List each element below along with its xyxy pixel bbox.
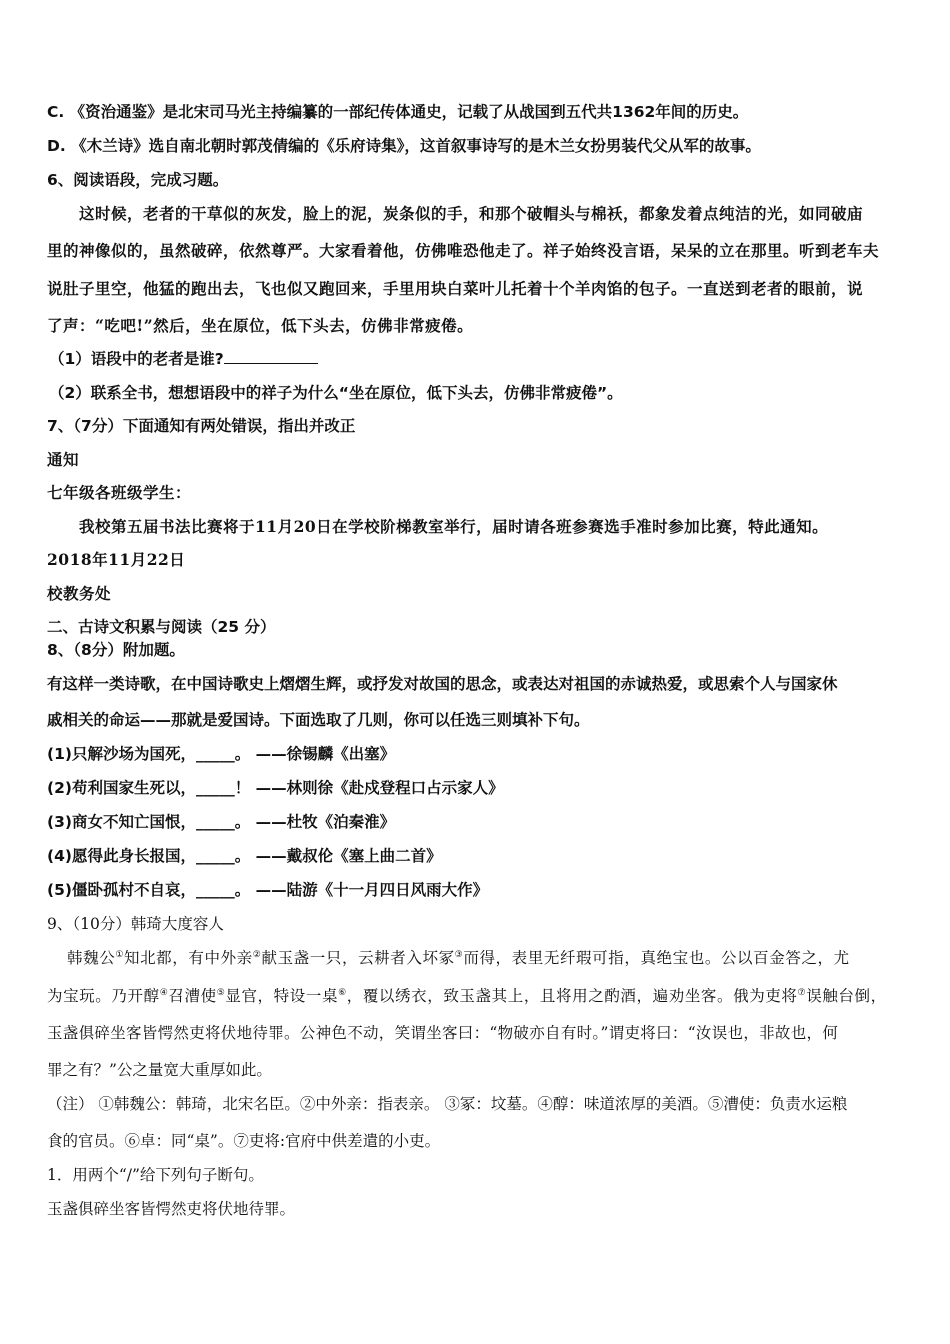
footnote-mark: ② xyxy=(252,949,262,960)
question-8-heading: 8、（8分）附加题。 xyxy=(47,641,185,659)
question-7-heading: 7、（7分）下面通知有两处错误，指出并改正 xyxy=(47,417,356,435)
classical-text-line-2 xyxy=(47,986,887,1006)
text-segment: 为宝玩。乃开醇 xyxy=(47,987,160,1005)
text-segment: 召漕使 xyxy=(168,987,217,1005)
passage-6-line-4: 了声：“吃吧!”然后，坐在原位，低下头去，仿佛非常疲倦。 xyxy=(47,316,474,335)
passage-6-line-2: 里的神像似的，虽然破碎，依然尊严。大家看着他，仿佛唯恐他走了。祥子始终没言语，呆呆的立在那里。听到老车夫 xyxy=(47,241,880,260)
text-segment: 误触台倒， xyxy=(806,987,887,1005)
text-segment: 显官，特设一桌 xyxy=(225,987,339,1005)
question-8-intro-2: 戚相关的命运——那就是爱国诗。下面选取了几则，你可以任选三则填补下句。 xyxy=(47,711,590,729)
poem-item-5: (5)僵卧孤村不自哀，_____。 ——陆游《十一月四日风雨大作》 xyxy=(47,881,489,899)
question-9-1-sentence: 玉盏俱碎坐客皆愕然吏将伏地待罪。 xyxy=(47,1200,296,1218)
classical-text-line-3: 玉盏俱碎坐客皆愕然吏将伏地待罪。公神色不动，笑谓坐客曰：“物破亦自有时。”谓吏将曰：“汝误也，非故也，何 xyxy=(47,1024,839,1042)
question-6-1 xyxy=(49,349,318,369)
option-c: C. 《资治通鉴》是北宋司马光主持编纂的一部纪传体通史，记载了从战国到五代共1362年间的历史。 xyxy=(47,103,749,121)
annotation-line-2: 食的官员。⑥卓：同“桌”。⑦吏将:官府中供差遣的小吏。 xyxy=(47,1132,441,1150)
text-segment: 韩魏公 xyxy=(67,949,116,967)
poem-item-1: (1)只解沙场为国死，_____。 ——徐锡麟《出塞》 xyxy=(47,745,396,763)
text-segment: 知北都，有中外亲 xyxy=(123,949,253,967)
footnote-mark: ⑥ xyxy=(338,987,347,998)
question-6-2: （2）联系全书，想想语段中的祥子为什么“坐在原位，低下头去，仿佛非常疲倦”。 xyxy=(49,384,623,402)
passage-6-line-1: 这时候，老者的干草似的灰发，脸上的泥，炭条似的手，和那个破帽头与棉袄，都象发着点纯洁的光，如同破庙 xyxy=(79,204,864,223)
annotation-line-1: （注） ①韩魏公：韩琦，北宋名臣。②中外亲：指表亲。 ③冢：坟墓。④醇：味道浓厚的美酒。⑤漕使：负责水运粮 xyxy=(47,1095,848,1113)
poem-item-3: (3)商女不知亡国恨，_____。 ——杜牧《泊秦淮》 xyxy=(47,813,396,831)
text-segment: 献玉盏一只，云耕者入坏冢 xyxy=(261,949,455,967)
passage-6-line-3: 说肚子里空，他猛的跑出去，飞也似又跑回来，手里用块白菜叶儿托着十个羊肉馅的包子。一直送到老者的眼前，说 xyxy=(47,279,864,298)
question-9-heading: 9、（10分）韩琦大度容人 xyxy=(47,915,224,933)
footnote-mark: ⑤ xyxy=(216,987,226,998)
notice-signature: 校教务处 xyxy=(47,584,112,603)
notice-body: 我校第五届书法比赛将于11月20日在学校阶梯教室举行，届时请各班参赛选手准时参加比赛，特此通知。 xyxy=(79,517,829,536)
text-segment: 而得，表里无纤瑕可指，真绝宝也。公以百金答之，尤 xyxy=(463,949,850,967)
notice-date: 2018年11月22日 xyxy=(47,550,186,569)
notice-recipient: 七年级各班级学生： xyxy=(47,483,192,502)
question-9-1: 1．用两个“/”给下列句子断句。 xyxy=(47,1166,264,1184)
footnote-mark: ① xyxy=(115,949,124,960)
question-6-1-text: （1）语段中的老者是谁? xyxy=(49,350,224,368)
text-segment: ，覆以绣衣，致玉盏其上，且将用之酌酒，遍劝坐客。俄为吏将 xyxy=(346,987,798,1005)
poem-item-4: (4)愿得此身长报国，_____。 ——戴叔伦《塞上曲二首》 xyxy=(47,847,442,865)
section-2-heading: 二、古诗文积累与阅读（25 分） xyxy=(47,618,276,636)
notice-title: 通知 xyxy=(47,450,80,469)
footnote-mark: ④ xyxy=(159,987,169,998)
option-d: D. 《木兰诗》选自南北朝时郭茂倩编的《乐府诗集》，这首叙事诗写的是木兰女扮男装代父从军的故事。 xyxy=(47,137,761,155)
question-8-intro-1: 有这样一类诗歌，在中国诗歌史上熠熠生辉，或抒发对故国的思念，或表达对祖国的赤诚热爱，或思索个人与国家休 xyxy=(47,675,838,693)
answer-blank[interactable] xyxy=(224,349,318,364)
poem-item-2: (2)苟利国家生死以，_____！ ——林则徐《赴戍登程口占示家人》 xyxy=(47,779,504,797)
question-6-heading: 6、阅读语段，完成习题。 xyxy=(47,171,229,189)
classical-text-line-1 xyxy=(67,948,850,968)
footnote-mark: ⑦ xyxy=(797,987,807,998)
footnote-mark: ③ xyxy=(454,949,464,960)
classical-text-line-4: 罪之有？”公之量宽大重厚如此。 xyxy=(47,1061,272,1079)
